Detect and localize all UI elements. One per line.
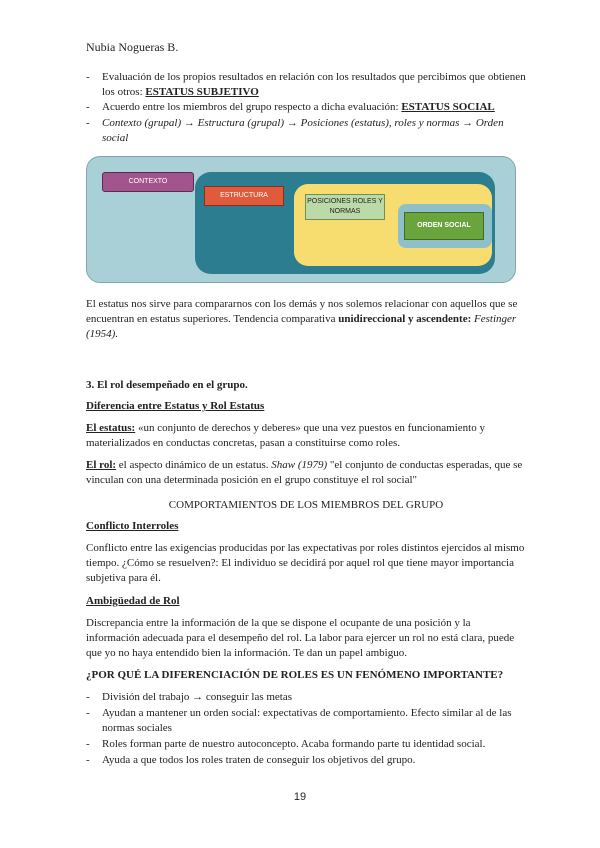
estatus-definition: [86, 421, 526, 451]
ambiguedad-text: Discrepancia entre la información de la que se dispone el ocupante de una posición y la información adecuada para el desempeño del rol. La labor para ejercer un rol no está clara, puede que yo no haya entendido bien la información. Te dan un papel ambiguo.: [86, 617, 515, 659]
subsection-title: Diferencia entre Estatus y Rol Estatus: [86, 400, 265, 412]
comportamientos-heading: COMPORTAMIENTOS DE LOS MIEMBROS DEL GRUPO: [168, 499, 444, 511]
list-item: [86, 70, 526, 100]
bullet-dash: -: [86, 101, 90, 113]
definition-text: "el conjunto de conductas esperadas, que se vinculan con una determinada posición en el grupo constituye el rol social": [86, 459, 523, 486]
definition-text: el aspecto dinámico de un estatus.: [118, 459, 272, 471]
conflicto-title: Conflicto Interroles: [86, 520, 179, 532]
list-item-text: Ayuda a que todos los roles traten de conseguir los objetivos del grupo.: [102, 754, 416, 766]
rol-definition: [86, 458, 526, 488]
list-item: - Ayuda a que todos los roles traten de conseguir los objetivos del grupo.: [86, 753, 526, 768]
definition-term: El estatus:: [86, 422, 136, 434]
list-item: - División del trabajo → conseguir las metas: [86, 690, 526, 705]
author-header: Nubia Nogueras B.: [86, 40, 179, 54]
definition-term: El rol:: [86, 459, 117, 471]
orden-social-label: ORDEN SOCIAL: [404, 212, 484, 240]
ambiguedad-title: Ambigüedad de Rol: [86, 595, 180, 607]
list-item-text: División del trabajo → conseguir las metas: [102, 691, 293, 703]
list-item-text: Roles forman parte de nuestro autoconcepto. Acaba formando parte tu identidad social.: [102, 738, 486, 750]
bullet-text: Contexto (grupal) → Estructura (grupal) → Posiciones (estatus), roles y normas → Orden social: [102, 117, 504, 144]
estatus-paragraph: [86, 297, 526, 342]
bullet-dash: -: [86, 117, 90, 129]
list-item: - Ayudan a mantener un orden social: expectativas de comportamiento. Efecto similar al de las normas sociales: [86, 706, 526, 736]
estatus-social-term: ESTATUS SOCIAL: [401, 101, 495, 113]
definition-text: «un conjunto de derechos y deberes» que una vez puestos en funcionamiento y materializados en conductas concretas, pasan a constituirse como roles.: [86, 422, 485, 449]
bullet-text: Evaluación de los propios resultados en relación con los resultados que percibimos que obtienen los otros:: [102, 71, 526, 98]
section-title: 3. El rol desempeñado en el grupo.: [86, 379, 248, 391]
paragraph-text: El estatus nos sirve para compararnos con los demás y nos solemos relacionar con aquellos que se encuentran en estatus superiores. Tendencia comparativa: [86, 298, 518, 325]
citation: Shaw (1979): [271, 459, 328, 471]
list-item: [86, 100, 526, 115]
paragraph-strong: unidireccional y ascendente:: [338, 313, 472, 325]
citation: Festinger (1954).: [86, 313, 517, 340]
porque-title: ¿POR QUÉ LA DIFERENCIACIÓN DE ROLES ES UN FENÓMENO IMPORTANTE?: [86, 669, 504, 681]
estatus-subjetivo-term: ESTATUS SUBJETIVO: [145, 86, 259, 98]
contexto-label: CONTEXTO: [102, 172, 194, 192]
bullet-dash: -: [86, 71, 90, 83]
bullet-text: Acuerdo entre los miembros del grupo respecto a dicha evaluación:: [102, 101, 399, 113]
list-item: [86, 116, 526, 146]
list-item-text: Ayudan a mantener un orden social: expectativas de comportamiento. Efecto similar al de las normas sociales: [102, 707, 512, 734]
list-item: - Roles forman parte de nuestro autoconcepto. Acaba formando parte tu identidad social.: [86, 737, 526, 752]
conflicto-text: Conflicto entre las exigencias producidas por las expectativas por roles distintos ejercidos al mismo tiempo. ¿Cómo se resuelven?: El individuo se decidirá por aquel rol que tiene mayor importancia subjetiva para él.: [86, 542, 525, 584]
page-number: 19: [293, 791, 307, 803]
estructura-label: ESTRUCTURA: [204, 186, 284, 206]
posiciones-label: POSICIONES ROLES Y NORMAS: [305, 194, 385, 220]
